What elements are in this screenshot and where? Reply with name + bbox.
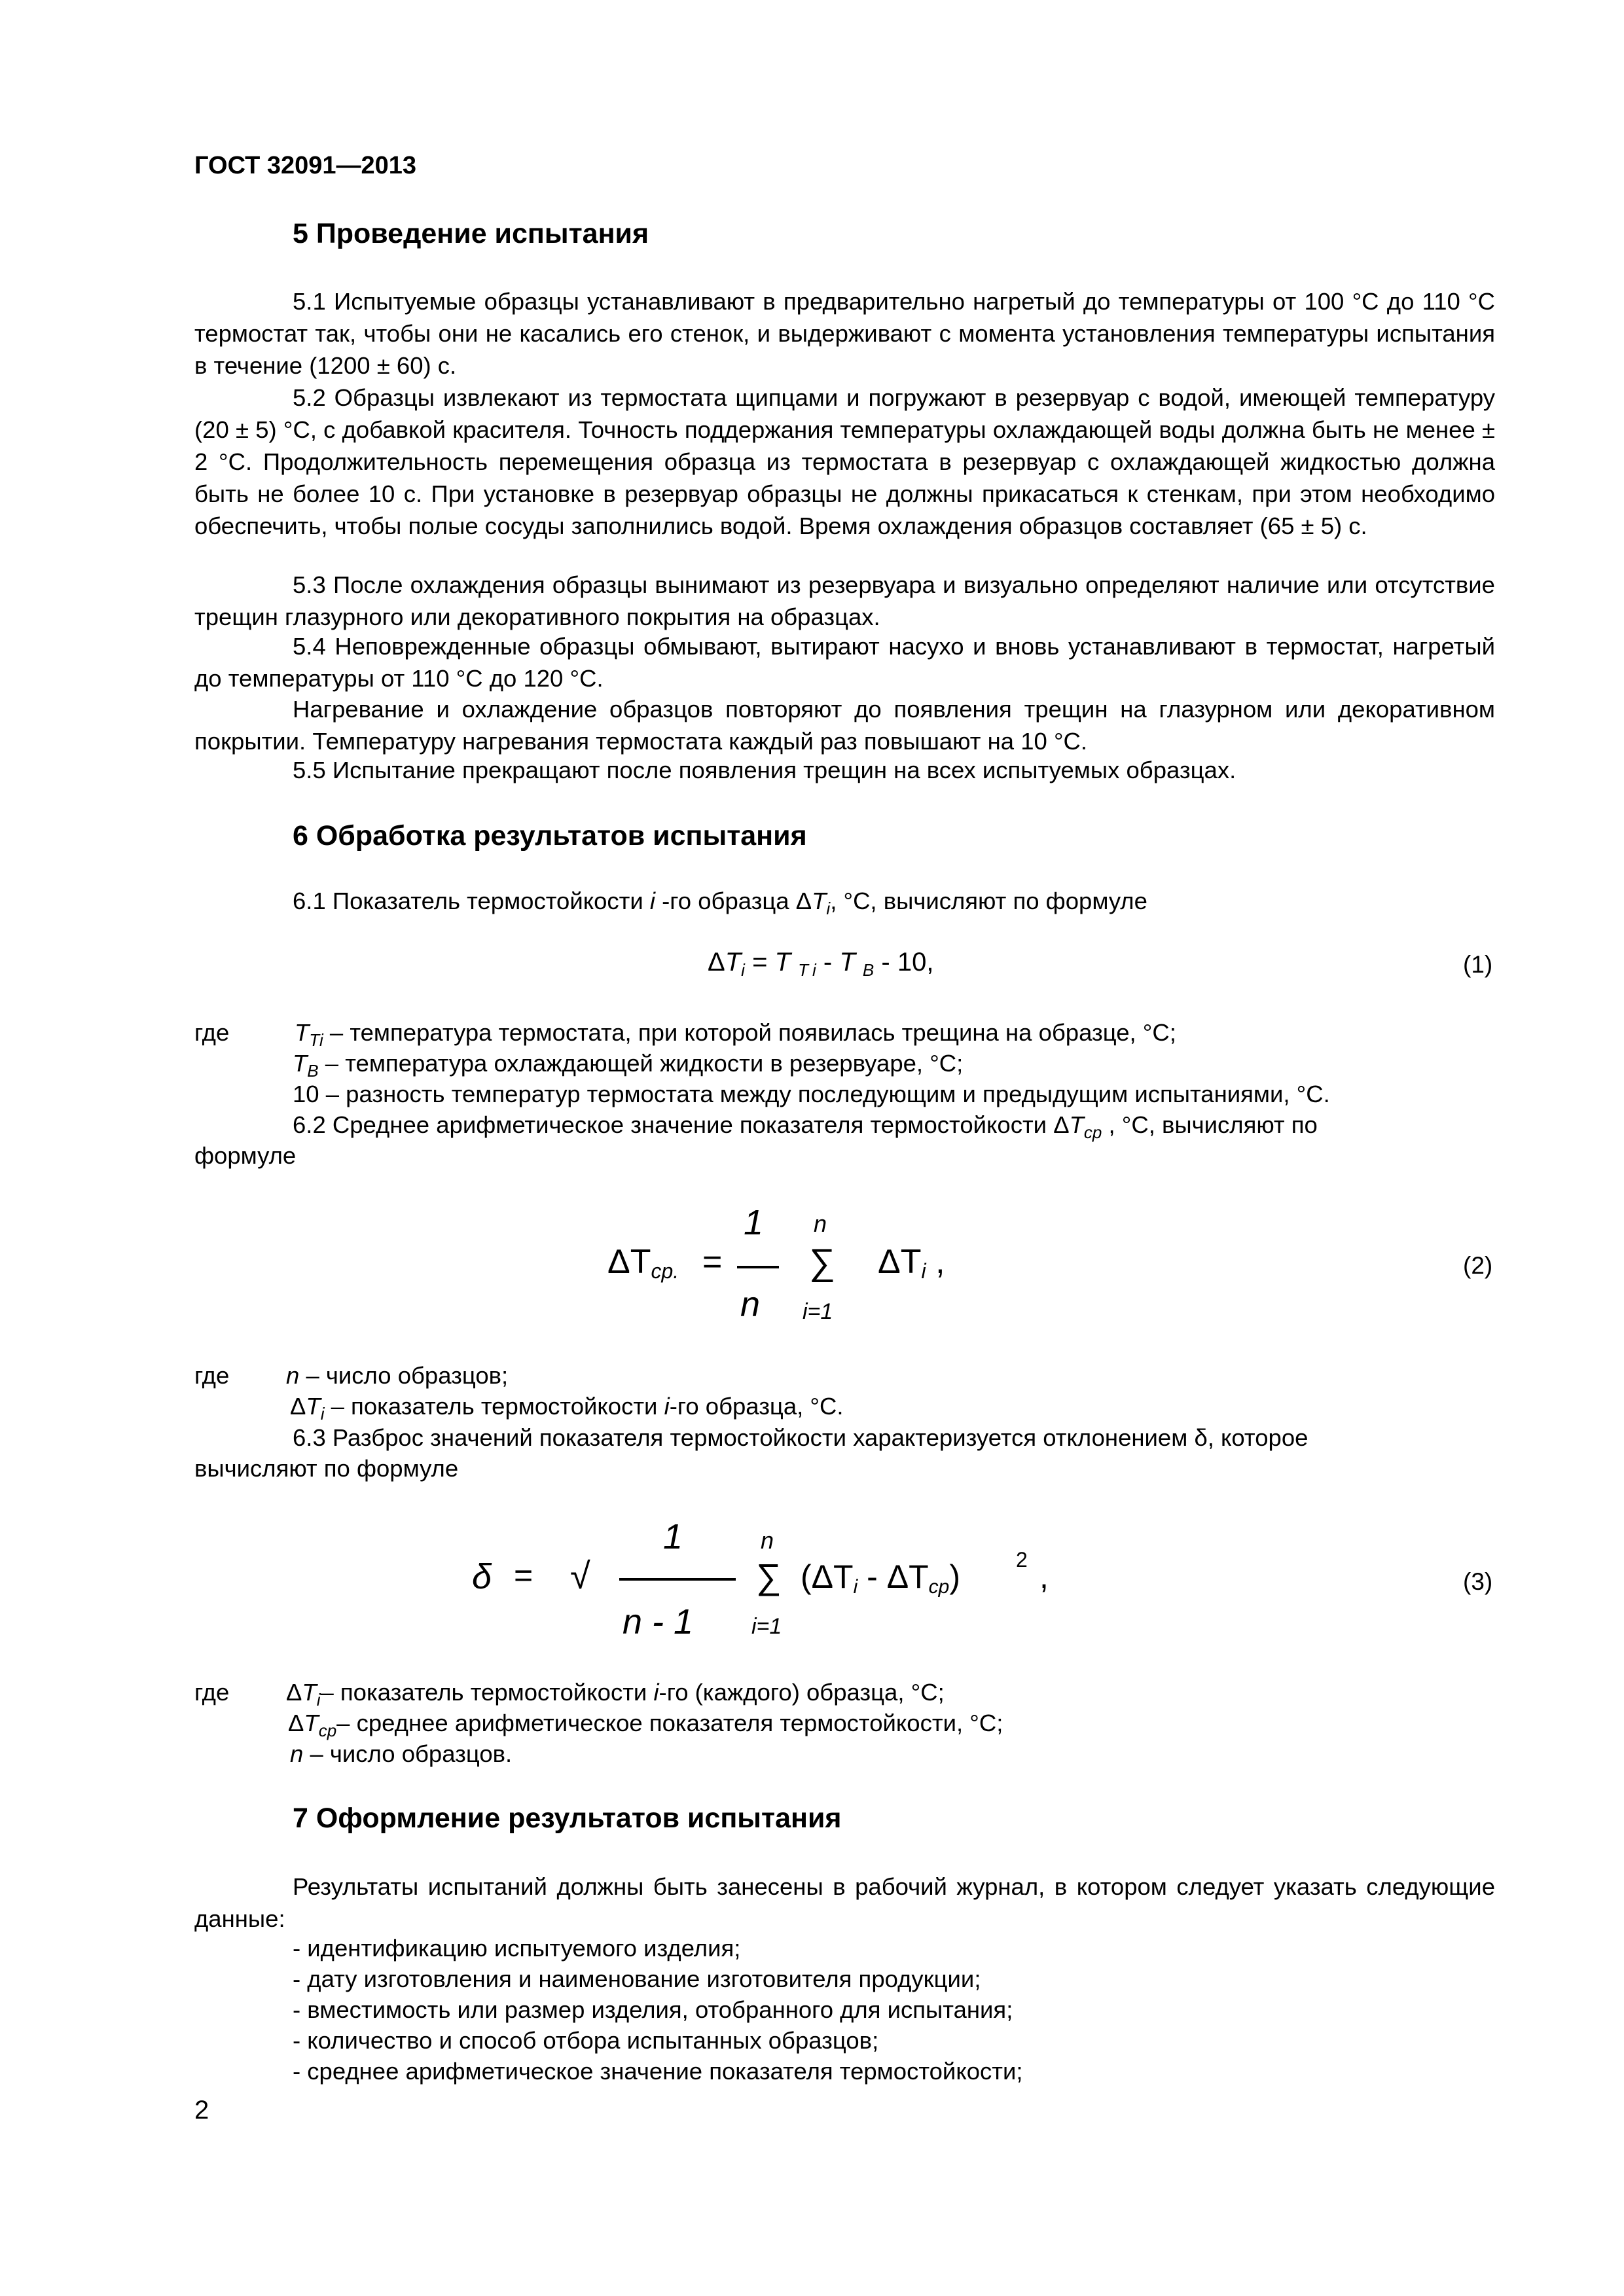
results-list-item: - вместимость или размер изделия, отобранного для испытания; [293,1996,1013,2023]
legend-delta-t-i: $\Delta T_i$ – показатель термостойкости i-го образца, °С. [290,1393,844,1424]
formula-3-lower-limit: i=1 [751,1614,782,1639]
paragraph-6-1-text-b: -го образца Δ [655,888,812,914]
formula-3-equals: = [514,1557,533,1594]
paragraph-6-2-continued: формуле [194,1142,297,1169]
legend-delta-t-i-each: $\Delta T_i-$ показатель термостойкости i-го (каждого) образца, °С; [286,1679,945,1710]
results-list-item: - среднее арифметическое значение показателя термостойкости; [293,2058,1023,2085]
formula-1-number: (1) [1463,951,1493,978]
section-7-title: 7 Оформление результатов испытания [293,1803,842,1834]
where-label-3: где [194,1679,230,1706]
formula-3-sqrt-icon: √ [570,1555,590,1596]
legend-n: n – число образцов; [286,1362,509,1389]
legend-t-ti: $T_{Ti}$ – температура термостата, при которой появилась трещина на образце, °С; [295,1019,1176,1050]
paragraph-6-1-text-a: 6.1 Показатель термостойкости [293,888,650,914]
results-list-item: - идентификацию испытуемого изделия; [293,1935,741,1962]
paragraph-6-1-text-c: , °С, вычисляют по формуле [830,888,1147,914]
symbol-T: T [812,888,827,914]
paragraph-5-1: 5.1 Испытуемые образцы устанавливают в предварительно нагретый до температуры от 100 °С до 110 °С термостат так, чтобы они не касались его стенок, и выдерживают с момента установления температуры испытания в течение (1200 ± 60) с. [194,288,1495,379]
paragraph-5-4: 5.4 Неповрежденные образцы обмывают, вытирают насухо и вновь устанавливают в термостат, нагретый до температуры от 110 °С до 120 °С. [194,633,1495,692]
formula-3-comma: , [1039,1558,1049,1595]
legend-t-b: $T_B$ – температура охлаждающей жидкости в резервуаре, °С; [293,1050,964,1081]
formula-3-upper-limit: n [761,1527,774,1554]
legend-delta-t-cp: $\Delta T_{ср}-$ среднее арифметическое показателя термостойкости, °С; [288,1710,1003,1740]
formula-3-delta: δ [472,1557,492,1596]
paragraph-6-2: 6.2 Среднее арифметическое значение показателя термостойкости $\Delta T_{ср}$ , °С, вычисляют по [293,1111,1318,1142]
paragraph-6-3-continued: вычисляют по формуле [194,1455,459,1482]
results-list-item: - дату изготовления и наименование изготовителя продукции; [293,1965,981,1992]
paragraph-5-5: 5.5 Испытание прекращают после появления трещин на всех испытуемых образцах. [293,757,1236,783]
formula-3-number: (3) [1463,1568,1493,1595]
paragraph-5-3: 5.3 После охлаждения образцы вынимают из резервуара и визуально определяют наличие или отсутствие трещин глазурного или декоративного покрытия на образцах. [194,571,1495,630]
index-i: i [649,888,655,914]
formula-3-sigma: ∑ [756,1557,782,1596]
formula-1: $\Delta T_i = T$ $_T$ $_i$ - T $_B$ - 10, [708,948,934,980]
formula-2-equals: = [702,1243,723,1281]
formula-2-lower-limit: i=1 [803,1299,833,1324]
formula-3-term: $(\Delta T_i - \Delta T_{ср})$ [801,1558,960,1598]
formula-2-numerator: 1 [744,1203,764,1242]
paragraph-5-4-continued: Нагревание и охлаждение образцов повторяют до появления трещин на глазурном или декоративном покрытии. Температуру нагревания термостата каждый раз повышают на 10 °С. [194,696,1495,755]
formula-2-upper-limit: n [814,1210,827,1237]
where-label-2: где [194,1362,230,1389]
section-6-title: 6 Обработка результатов испытания [293,820,807,852]
section-5-title: 5 Проведение испытания [293,218,649,249]
formula-3-power: 2 [1016,1548,1028,1571]
formula-2-sigma: ∑ [809,1241,835,1282]
formula-3-denominator: n - 1 [623,1602,694,1641]
formula-3-numerator: 1 [663,1517,683,1556]
page-number: 2 [194,2096,209,2125]
formula-2-fraction-bar [737,1266,779,1268]
legend-n-2: n – число образцов. [290,1740,513,1767]
formula-2-lhs: $\Delta T_{ср.}$ [607,1243,679,1283]
where-label-1: где [194,1019,230,1046]
formula-3-fraction-bar [619,1578,736,1581]
legend-ten: 10 – разность температур термостата между последующим и предыдущим испытаниями, °С. [293,1081,1330,1107]
results-list-item: - количество и способ отбора испытанных образцов; [293,2027,879,2054]
formula-2-number: (2) [1463,1252,1493,1279]
paragraph-6-3: 6.3 Разброс значений показателя термостойкости характеризуется отклонением δ, которое [293,1424,1308,1451]
paragraph-5-2: 5.2 Образцы извлекают из термостата щипцами и погружают в резервуар с водой, имеющей температуру (20 ± 5) °С, с добавкой красителя. Точность поддержания температуры охлаждающей воды должна быть не менее ± 2 °С. Продолжительность перемещения образца из термостата в резервуар с охлаждающей жидкостью должна быть не более 10 с. При установке в резервуар образцы не должны прикасаться к стенкам, при этом необходимо обеспечить, чтобы полые сосуды заполнились водой. Время охлаждения образцов составляет (65 ± 5) с. [194,384,1495,539]
section-7-intro: Результаты испытаний должны быть занесены в рабочий журнал, в котором следует указать следующие данные: [194,1873,1495,1932]
subscript-i: i [826,899,831,918]
formula-2-term: $\Delta T_i$ , [878,1243,945,1283]
formula-2-denominator: n [740,1285,761,1324]
paragraph-6-1 [293,885,1147,925]
document-id: ГОСТ 32091—2013 [194,152,417,179]
